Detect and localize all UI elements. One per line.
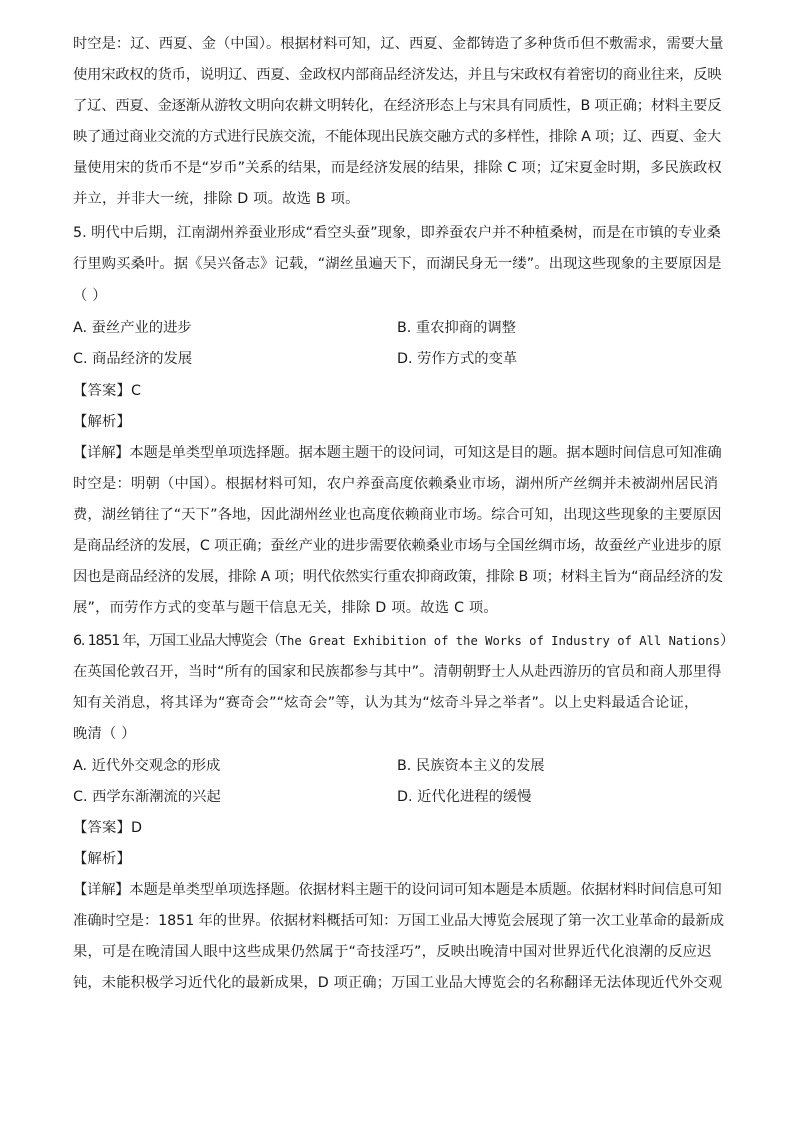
question-6-stem: 在英国伦敦召开，当时“所有的国家和民族都参与其中”。清朝朝野士人从赴西游历的官员和商人那里得 xyxy=(73,664,722,680)
question-6-detail-line: 果，可是在晚清国人眼中这些成果仍然属于“奇技淫巧”，反映出晚清中国对世界近代化浪潮的反应迟 xyxy=(73,944,712,960)
paragraph-line: 映了通过商业交流的方式进行民族交流，不能体现出民族交融方式的多样性，排除 A 项；辽、西夏、金大 xyxy=(73,129,721,145)
question-6-stem: 知有关消息，将其译为“赛奇会”“炫奇会”等，认为其为“炫奇斗异之举者”。以上史料最适合论证， xyxy=(73,695,699,711)
question-5-option-d: D. 劳作方式的变革 xyxy=(397,351,518,367)
question-5-stem: 5. 明代中后期，江南湖州养蚕业形成“看空头蚕”现象，即养蚕农户并不种植桑树，而是在市镇的专业桑 xyxy=(73,225,721,241)
paragraph-line: 时空是：辽、西夏、金（中国）。根据材料可知，辽、西夏、金都铸造了多种货币但不敷需求，需要大量 xyxy=(73,36,724,52)
question-5-detail-line: 时空是：明朝（中国）。根据材料可知，农户养蚕高度依赖桑业市场，湖州所产丝绸并未被湖州居民消 xyxy=(73,476,719,492)
question-6-stem-english: The Great Exhibition of the Works of Industry of All Nations xyxy=(279,634,720,648)
question-5-option-c: C. 商品经济的发展 xyxy=(73,351,193,367)
paragraph-line: 并立，并非大一统，排除 D 项。故选 B 项。 xyxy=(73,191,360,207)
question-5-answer: 【答案】C xyxy=(73,383,142,399)
question-5-option-b: B. 重农抑商的调整 xyxy=(397,320,516,336)
question-6-option-b: B. 民族资本主义的发展 xyxy=(397,758,545,774)
question-5-analysis-label: 【解析】 xyxy=(73,414,131,430)
question-6-detail-line: 准确时空是：1851 年的世界。依据材料概括可知：万国工业品大博览会展现了第一次工业革命的最新成 xyxy=(73,913,724,929)
question-6-stem-first xyxy=(73,631,733,651)
question-6-detail-line: 钝，未能积极学习近代化的最新成果，D 项正确；万国工业品大博览会的名称翻译无法体现近代外交观 xyxy=(73,975,723,991)
question-6-analysis-label: 【解析】 xyxy=(73,851,131,867)
question-6-option-d: D. 近代化进程的缓慢 xyxy=(397,789,532,805)
paragraph-line: 了辽、西夏、金逐渐从游牧文明向农耕文明转化，在经济形态上与宋具有同质性，B 项正确；材料主要反 xyxy=(73,98,722,114)
paragraph-line: 使用宋政权的货币，说明辽、西夏、金政权内部商品经济发达，并且与宋政权有着密切的商业往来，反映 xyxy=(73,67,722,83)
question-6-detail-line: 【详解】本题是单类型单项选择题。依据材料主题干的设问词可知本题是本质题。依据材料时间信息可知 xyxy=(73,882,722,898)
question-5-option-a: A. 蚕丝产业的进步 xyxy=(73,320,192,336)
question-5-blank: （ ） xyxy=(73,288,107,304)
question-6-stem-post: ） xyxy=(719,633,734,649)
question-5-detail-line: 【详解】本题是单类型单项选择题。据本题主题干的设问词，可知这是目的题。据本题时间信息可知准确 xyxy=(73,445,722,461)
question-5-stem: 行里购买桑叶。据《吴兴备志》记载，“湖丝虽遍天下，而湖民身无一缕”。出现这些现象的主要原因是 xyxy=(73,256,722,272)
question-5-detail-line: 因也是商品经济的发展，排除 A 项；明代依然实行重农抑商政策，排除 B 项；材料主旨为“商品经济的发 xyxy=(73,569,723,585)
question-6-option-a: A. 近代外交观念的形成 xyxy=(73,758,221,774)
paragraph-line: 量使用宋的货币不是“岁币”关系的结果，而是经济发展的结果，排除 C 项；辽宋夏金时期，多民族政权 xyxy=(73,160,722,176)
question-5-detail-line: 费，湖丝销往了“天下”各地，因此湖州丝业也高度依赖商业市场。综合可知，出现这些现象的主要原因 xyxy=(73,507,722,523)
question-6-stem: 晚清（ ） xyxy=(73,726,136,742)
question-5-detail-line: 是商品经济的发展，C 项正确；蚕丝产业的进步需要依赖桑业市场与全国丝绸市场，故蚕丝产业进步的原 xyxy=(73,538,722,554)
question-6-answer: 【答案】D xyxy=(73,820,143,836)
question-5-detail-line: 展”，而劳作方式的变革与题干信息无关，排除 D 项。故选 C 项。 xyxy=(73,600,498,616)
question-6-stem-pre: 6. 1851 年，万国工业品大博览会（ xyxy=(73,633,280,649)
question-6-option-c: C. 西学东渐潮流的兴起 xyxy=(73,789,221,805)
